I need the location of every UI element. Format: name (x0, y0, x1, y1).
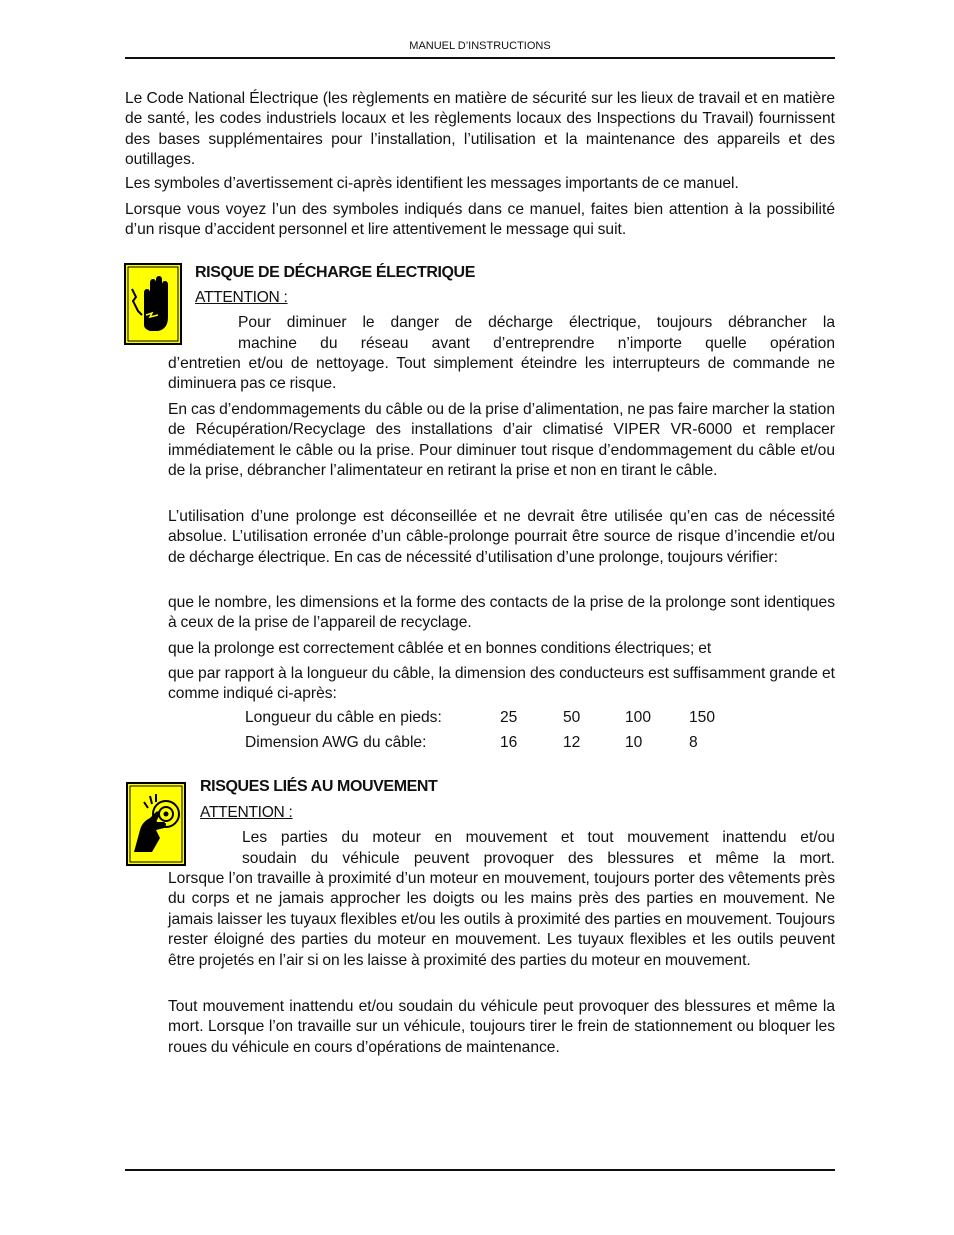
electric-paragraph-5: que la prolonge est correctement câblée et en bonnes conditions électriques; et (168, 640, 712, 657)
cable-length-label: Longueur du câble en pieds: (245, 709, 442, 726)
movement-lead-line-2: soudain du véhicule peuvent provoquer des blessures et même la mort. (242, 850, 835, 867)
intro-paragraph-1: Le Code National Électrique (les règlements en matière de sécurité sur les lieux de travail et en matière de santé, les codes industriels locaux et les règlements locaux des Inspections du Travail) fournissent des bases supplémentaires pour l’installation, l’utilisation et la maintenance des appareils et des outillages. (125, 90, 835, 169)
moving-parts-hand-icon (126, 782, 186, 866)
table-cell: 16 (500, 734, 518, 751)
electric-lead-continuation: d’entretien et/ou de nettoyage. Tout simplement éteindre les interrupteurs de commande ne diminuera pas ce risque. (168, 355, 835, 393)
electric-paragraph-4: que le nombre, les dimensions et la forme des contacts de la prise de la prolonge sont identiques à ceux de la prise de l’appareil de recyclage. (168, 594, 835, 632)
header-divider (125, 57, 835, 59)
electric-paragraph-2: En cas d’endommagements du câble ou de la prise d’alimentation, ne pas faire marcher la station de Récupération/Recyclage des installations d’air climatisé VIPER VR-6000 et remplacer immédiatement le câble ou la prise. Pour diminuer tout risque d’endommagement du câble et/ou de la prise, débrancher l’alimentateur en retirant la prise et non en tirant le câble. (168, 401, 835, 480)
section-title-movement: RISQUES LIÉS AU MOUVEMENT (200, 778, 438, 795)
electric-lead-line-1: Pour diminuer le danger de décharge électrique, toujours débrancher la (238, 314, 835, 331)
table-cell: 8 (689, 734, 698, 751)
table-row (245, 734, 729, 759)
electric-paragraph-6: que par rapport à la longueur du câble, la dimension des conducteurs est suffisamment grande et comme indiqué ci-après: (168, 665, 835, 703)
footer-divider (125, 1169, 835, 1171)
section-title-electric-shock: RISQUE DE DÉCHARGE ÉLECTRIQUE (195, 264, 475, 281)
table-cell: 10 (625, 734, 643, 751)
cable-spec-table (245, 709, 729, 759)
table-cell: 150 (689, 709, 716, 726)
attention-label-electric: ATTENTION : (195, 289, 288, 306)
movement-lead-line-1: Les parties du moteur en mouvement et tout mouvement inattendu et/ou (242, 829, 835, 846)
intro-paragraph-3: Lorsque vous voyez l’un des symboles indiqués dans ce manuel, faites bien attention à la possibilité d’un risque d’accident personnel et lire attentivement le message qui suit. (125, 201, 835, 239)
electric-shock-hand-icon (124, 263, 182, 345)
intro-paragraph-2: Les symboles d’avertissement ci-après identifient les messages importants de ce manuel. (125, 175, 739, 192)
cable-awg-label: Dimension AWG du câble: (245, 734, 427, 751)
table-cell: 100 (625, 709, 652, 726)
table-cell: 12 (563, 734, 581, 751)
electric-paragraph-3: L’utilisation d’une prolonge est déconseillée et ne devrait être utilisée qu’en cas de nécessité absolue. L’utilisation erronée d’un câble-prolonge pourrait être source de risque d’incendie et/ou de décharge électrique. En cas de nécessité d’utilisation d’une prolonge, toujours vérifier: (168, 508, 835, 566)
movement-paragraph-2: Tout mouvement inattendu et/ou soudain du véhicule peut provoquer des blessures et même la mort. Lorsque l’on travaille sur un véhicule, toujours tirer le frein de stationnement ou bloquer les roues du véhicule en cours d’opérations de maintenance. (168, 998, 835, 1056)
attention-label-movement: ATTENTION : (200, 804, 293, 821)
movement-lead-continuation: Lorsque l’on travaille à proximité d’un moteur en mouvement, toujours porter des vêtements près du corps et ne jamais approcher les doigts ou les mains près des parties en mouvement. Ne jamais laisser les tuyaux flexibles et/ou les outils à proximité des parties en mouvement. Toujours rester éloigné des parties du moteur en mouvement. Les tuyaux flexibles et les outils peuvent être projetés en l’air si on les laisse à proximité des parties du moteur en mouvement. (168, 870, 835, 969)
page-header-title: MANUEL D’INSTRUCTIONS (409, 40, 551, 52)
table-cell: 25 (500, 709, 518, 726)
electric-lead-line-2: machine du réseau avant d’entreprendre n’importe quelle opération (238, 335, 835, 352)
table-row (245, 709, 729, 734)
table-cell: 50 (563, 709, 581, 726)
